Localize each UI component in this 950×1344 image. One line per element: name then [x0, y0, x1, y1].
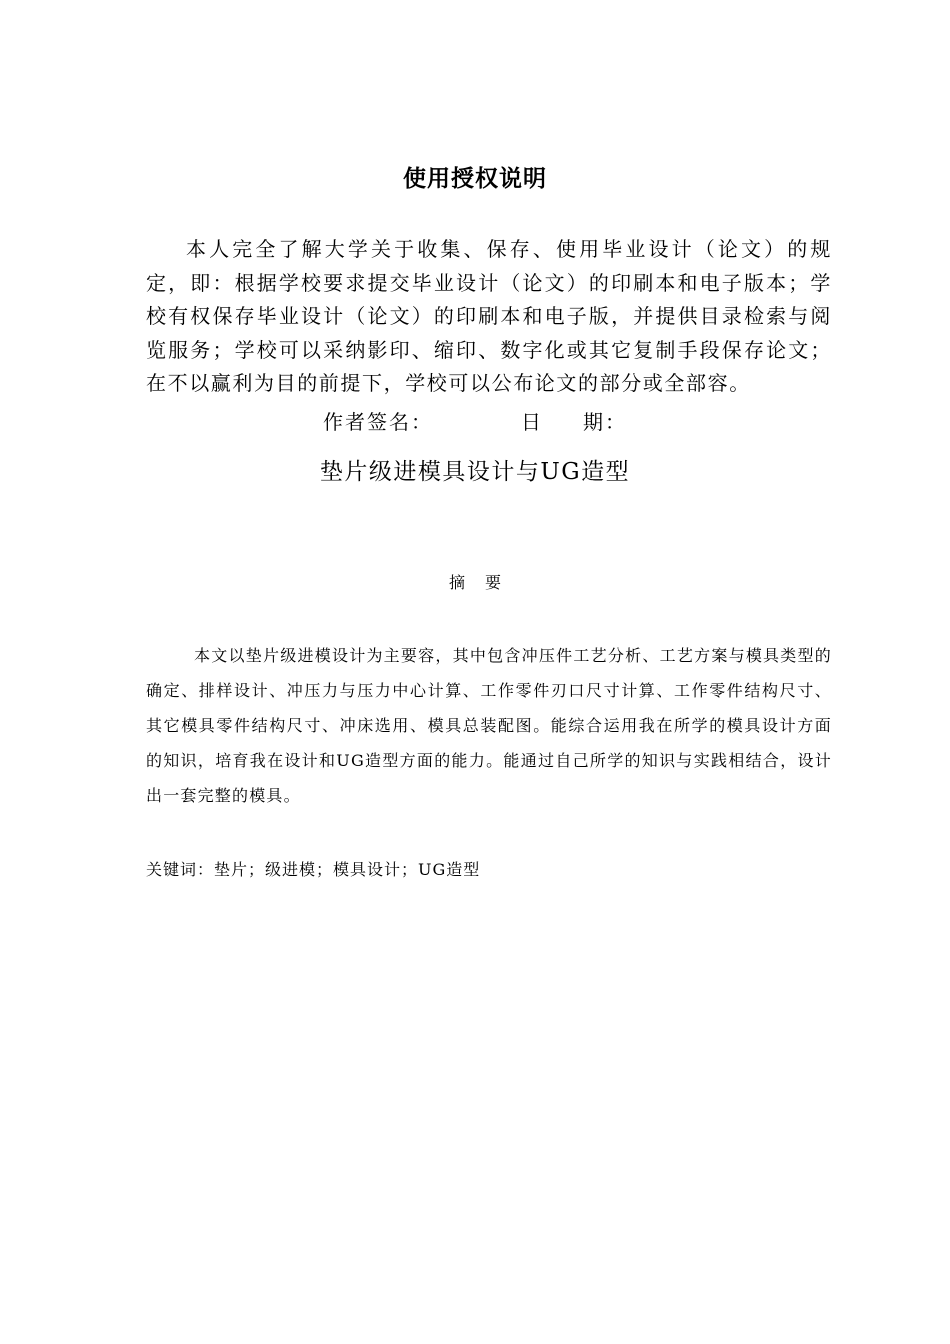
- authorization-paragraph: 本人完全了解大学关于收集、保存、使用毕业设计（论文）的规定，即：根据学校要求提交毕业设计（论文）的印刷本和电子版本；学校有权保存毕业设计（论文）的印刷本和电子版，并提供目录检索与阅览服务；学校可以采纳影印、缩印、数字化或其它复制手段保存论文；在不以赢利为目的前提下，学校可以公布论文的部分或全部容。: [146, 237, 832, 395]
- keywords-line: 关键词：垫片；级进模；模具设计；UG造型: [146, 860, 481, 879]
- date-label-1: 日: [521, 410, 543, 434]
- thesis-title: 垫片级进模具设计与UG造型: [319, 459, 631, 485]
- date-label-2: 期：: [583, 410, 627, 434]
- abstract-paragraph: 本文以垫片级进模设计为主要容，其中包含冲压件工艺分析、工艺方案与模具类型的确定、排样设计、冲压力与压力中心计算、工作零件刃口尺寸计算、工作零件结构尺寸、其它模具零件结构尺寸、冲床选用、模具总装配图。能综合运用我在所学的模具设计方面的知识，培育我在设计和UG造型方面的能力。能通过自己所学的知识与实践相结合，设计出一套完整的模具。: [146, 646, 832, 805]
- authorization-title: 使用授权说明: [403, 165, 547, 192]
- abstract-heading: 摘要: [448, 573, 521, 592]
- signature-line: [0, 406, 950, 435]
- author-signature-label: 作者签名：: [323, 410, 433, 434]
